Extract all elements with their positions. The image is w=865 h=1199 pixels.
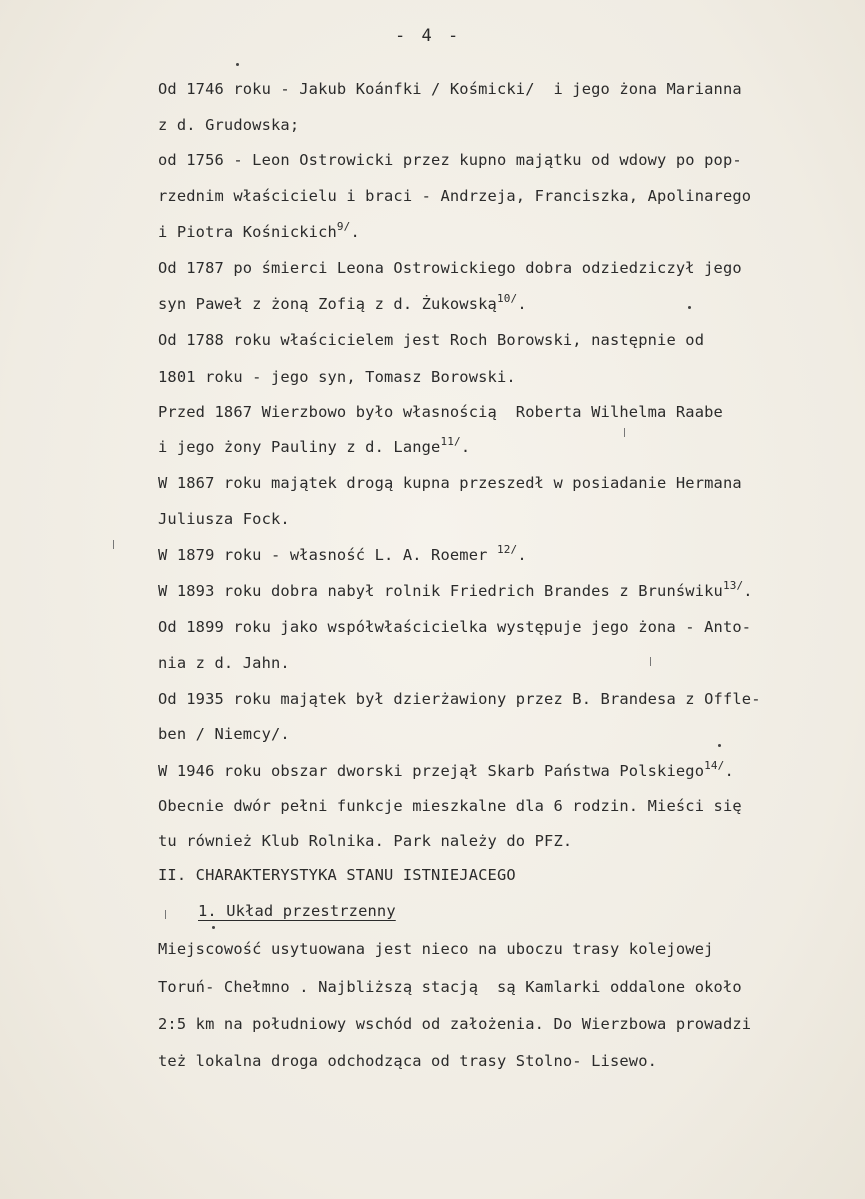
footnote-ref: 13/ (722, 579, 744, 592)
text-line: też lokalna droga odchodząca od trasy Stolno- Lisewo. (158, 1052, 658, 1070)
text-line-with-footnote (158, 435, 471, 456)
text-line: Obecnie dwór pełni funkcje mieszkalne dla 6 rodzin. Mieści się (158, 797, 742, 815)
text-line: rzednim właścicielu i braci - Andrzeja, Franciszka, Apolinarego (158, 187, 752, 205)
footnote-punct: . (350, 223, 360, 241)
text-content: i jego żony Pauliny z d. Lange (158, 438, 441, 456)
text-line: 2:5 km na południowy wschód od założenia. Do Wierzbowa prowadzi (158, 1015, 752, 1033)
text-line: tu również Klub Rolnika. Park należy do PFZ. (158, 832, 573, 850)
ink-mark (624, 428, 625, 437)
text-content: W 1946 roku obszar dworski przejął Skarb Państwa Polskiego (158, 762, 705, 780)
text-line: Od 1935 roku majątek był dzierżawiony przez B. Brandesa z Offle- (158, 690, 761, 708)
footnote-punct: . (743, 582, 753, 600)
text-line-with-footnote (158, 220, 360, 241)
text-line: z d. Grudowska; (158, 116, 300, 134)
text-line: od 1756 - Leon Ostrowicki przez kupno majątku od wdowy po pop- (158, 151, 742, 169)
text-line: Miejscowość usytuowana jest nieco na uboczu trasy kolejowej (158, 940, 714, 958)
text-content: syn Paweł z żoną Zofią z d. Żukowską (158, 295, 497, 313)
text-line: nia z d. Jahn. (158, 654, 290, 672)
section-heading: II. CHARAKTERYSTYKA STANU ISTNIEJACEGO (158, 866, 516, 884)
text-line: Toruń- Chełmno . Najbliższą stacją są Kamlarki oddalone około (158, 978, 742, 996)
footnote-ref: 12/ (496, 543, 518, 556)
text-line-with-footnote (158, 759, 734, 780)
subsection-heading: 1. Układ przestrzenny (198, 902, 396, 920)
text-line: Przed 1867 Wierzbowo było własnością Roberta Wilhelma Raabe (158, 403, 723, 421)
text-line-with-footnote (158, 579, 753, 600)
text-line: Od 1788 roku właścicielem jest Roch Borowski, następnie od (158, 331, 705, 349)
text-line: Od 1746 roku - Jakub Koánfki / Kośmicki/ i jego żona Marianna (158, 80, 742, 98)
text-line: Juliusza Fock. (158, 510, 290, 528)
footnote-punct: . (517, 295, 527, 313)
text-line-with-footnote (158, 543, 527, 564)
text-line: 1801 roku - jego syn, Tomasz Borowski. (158, 368, 516, 386)
footnote-ref: 11/ (440, 435, 461, 448)
page-number: - 4 - (395, 26, 462, 46)
text-line: W 1867 roku majątek drogą kupna przeszedł w posiadanie Hermana (158, 474, 742, 492)
text-content: W 1879 roku - własność L. A. Roemer (158, 546, 497, 564)
footnote-ref: 10/ (496, 292, 518, 305)
text-content: i Piotra Kośnickich (158, 223, 337, 241)
footnote-ref: 9/ (336, 220, 351, 233)
ink-mark (650, 657, 651, 666)
text-line: Od 1899 roku jako współwłaścicielka występuje jego żona - Anto- (158, 618, 752, 636)
ink-speck (718, 744, 721, 747)
ink-speck (236, 63, 239, 66)
text-content: W 1893 roku dobra nabył rolnik Friedrich Brandes z Brunświku (158, 582, 723, 600)
ink-mark (165, 910, 166, 919)
ink-speck (212, 926, 215, 929)
footnote-punct: . (460, 438, 471, 456)
text-line-with-footnote (158, 292, 527, 313)
ink-speck (688, 306, 691, 309)
text-line: Od 1787 po śmierci Leona Ostrowickiego dobra odziedziczył jego (158, 259, 742, 277)
footnote-punct: . (724, 762, 734, 780)
text-line: ben / Niemcy/. (158, 725, 290, 743)
footnote-ref: 14/ (704, 759, 725, 772)
ink-mark (113, 540, 114, 549)
footnote-punct: . (517, 546, 527, 564)
